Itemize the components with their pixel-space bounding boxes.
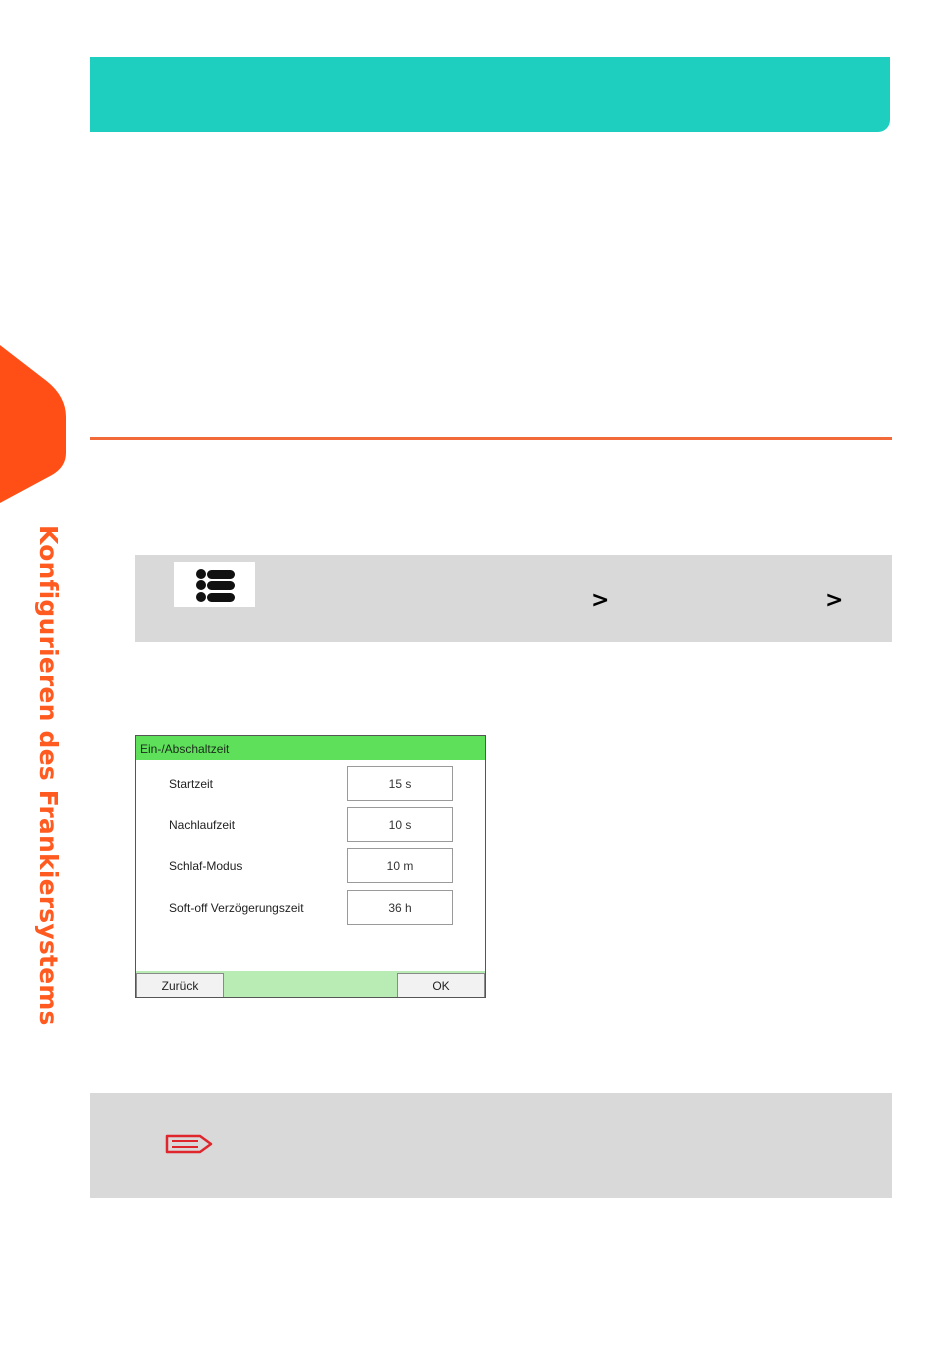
schlaf-modus-label: Schlaf-Modus — [169, 859, 243, 873]
schlaf-modus-field[interactable]: 10 m — [347, 848, 453, 883]
chapter-tab — [0, 345, 66, 503]
path-separator-1: > — [591, 588, 610, 613]
soft-off-label: Soft-off Verzögerungszeit — [169, 901, 304, 915]
menu-path-box — [135, 555, 892, 642]
screen-title: Ein-/Abschaltzeit — [136, 736, 485, 760]
note-box — [90, 1093, 892, 1198]
section-divider — [90, 437, 892, 440]
ok-button[interactable]: OK — [397, 973, 485, 997]
pencil-note-icon — [164, 1133, 214, 1155]
chapter-title: Konfigurieren des Frankiersystems — [34, 525, 63, 1026]
startzeit-label: Startzeit — [169, 777, 214, 791]
path-separator-2: > — [825, 588, 844, 613]
device-screen-screenshot — [135, 735, 486, 998]
menu-list-icon — [174, 562, 255, 607]
startzeit-field[interactable]: 15 s — [347, 766, 453, 801]
nachlaufzeit-label: Nachlaufzeit — [169, 818, 236, 832]
back-button[interactable]: Zurück — [136, 973, 224, 997]
soft-off-field[interactable]: 36 h — [347, 890, 453, 925]
header-banner — [90, 57, 890, 132]
nachlaufzeit-field[interactable]: 10 s — [347, 807, 453, 842]
